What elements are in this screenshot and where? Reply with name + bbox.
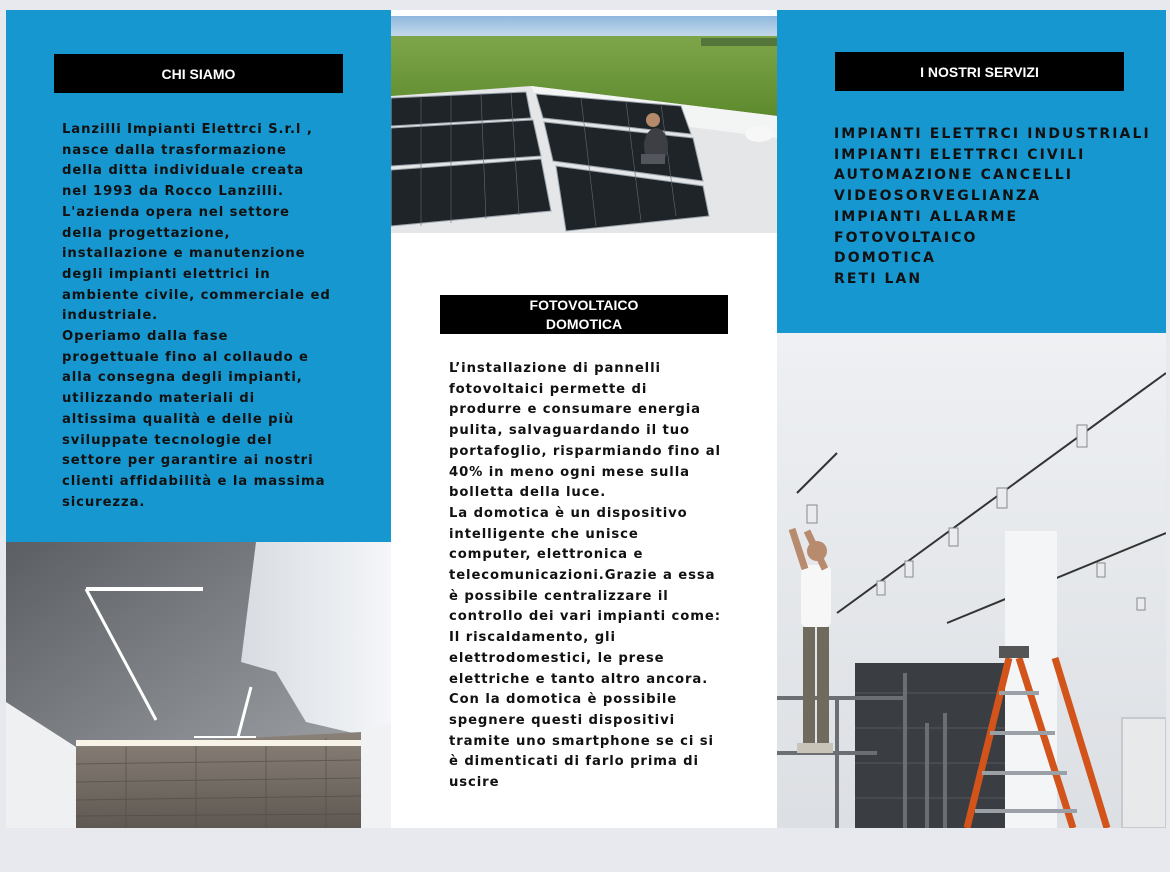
service-item: FOTOVOLTAICO [834,229,978,246]
nostri-servizi-heading: I NOSTRI SERVIZI [835,52,1124,91]
service-item: IMPIANTI ELETTRCI INDUSTRIALI [834,126,1151,142]
service-item: RETI LAN [834,270,923,287]
services-list [834,124,1151,290]
chi-siamo-text: Lanzilli Impianti Elettrci S.r.l , nasce dalla trasformazione della ditta individuale creata nel 1993 da Rocco Lanzilli. L'azienda opera nel settore della progettazione, installazione e manutenzione degli impianti elettrici in ambiente civile, commerciale ed industriale. Operiamo dalla fase progettuale fino al collaudo e alla consegna degli impianti, utilizzando materiali di altissima qualità e delle più sviluppate tecnologie del settore per garantire ai nostri clienti affidabilità e la massima sicurezza. [62,122,331,510]
solar-panels-photo [391,16,777,233]
service-item: IMPIANTI ALLARME [834,208,1019,225]
fotovoltaico-domotica-heading [440,295,728,334]
heading-line-1: FOTOVOLTAICO [529,296,639,313]
service-item: VIDEOSORVEGLIANZA [834,188,1042,205]
heading-line-2: DOMOTICA [545,315,623,332]
brochure-page [6,10,1166,828]
chi-siamo-heading: CHI SIAMO [54,54,343,93]
service-item: IMPIANTI ELETTRCI CIVILI [834,146,1086,163]
service-item: AUTOMAZIONE CANCELLI [834,167,1074,184]
service-item: DOMOTICA [834,250,937,267]
fotovoltaico-domotica-text: L’installazione di pannelli fotovoltaici permette di produrre e consumare energia pulita, salvaguardando il tuo portafoglio, risparmiando fino al 40% in meno ogni mese sulla bolletta della luce. La domotica è un dispositivo intelligente che unisce computer, elettronica e telecomunicazioni.Grazie a essa è possibile centralizzare il controllo dei vari impianti come: Il riscaldamento, gli elettrodomestici, le prese elettriche e tanto altro ancora. Con la domotica è possibile spegnere questi dispositivi tramite uno smartphone se ci si è dimenticati di farlo prima di uscire [449,361,721,791]
ceiling-led-photo [6,542,391,828]
left-panel [6,10,391,542]
track-lighting-installation-photo [777,333,1166,828]
right-panel [777,10,1166,333]
